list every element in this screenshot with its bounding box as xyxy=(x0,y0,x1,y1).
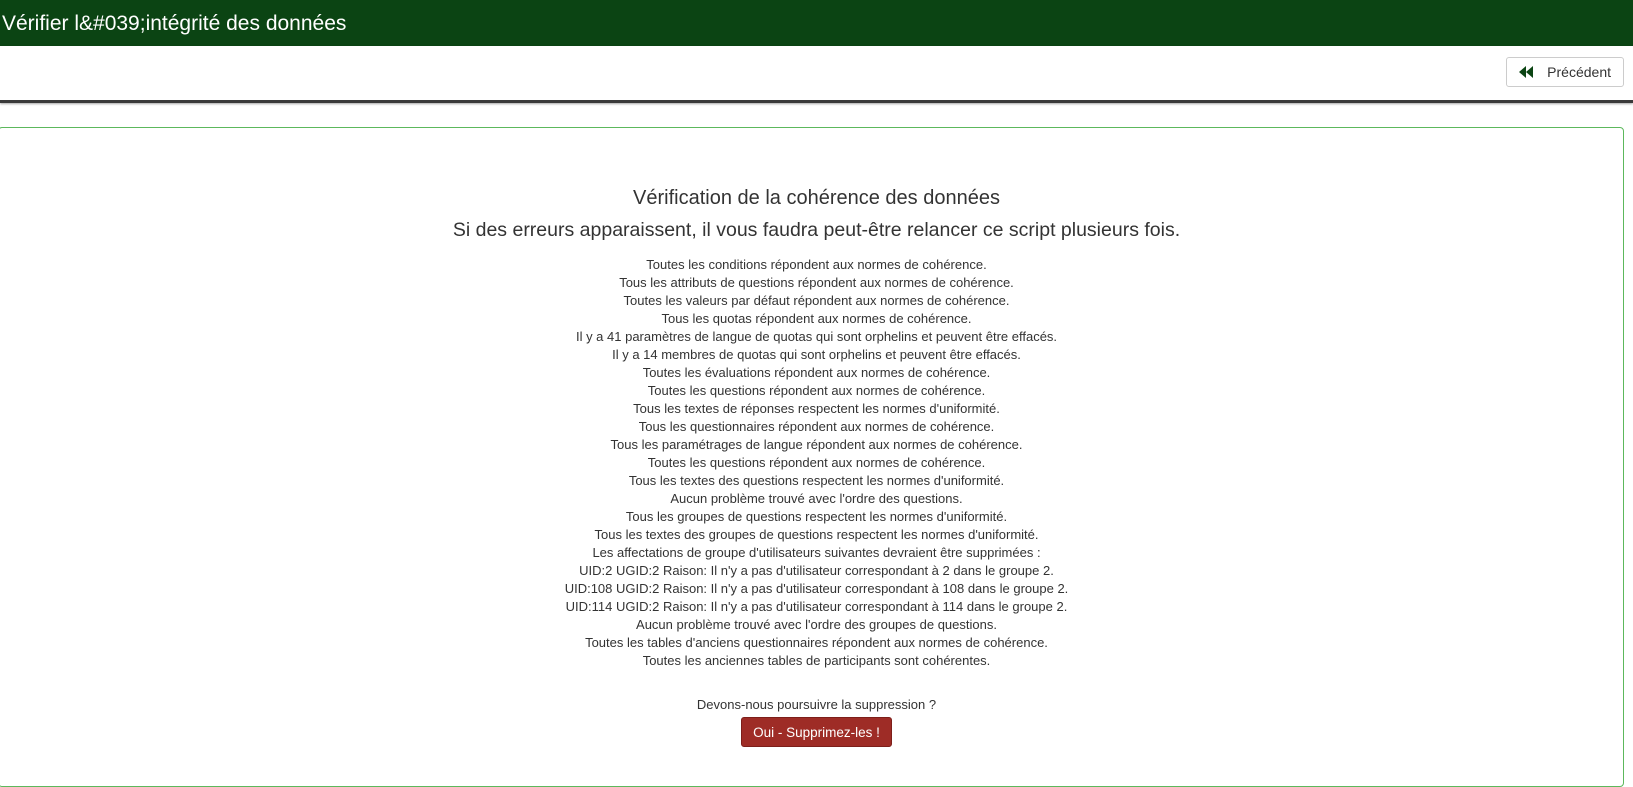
report-line: Tous les attributs de questions répondent aux normes de cohérence. xyxy=(619,275,1014,290)
report-line: Toutes les valeurs par défaut répondent aux normes de cohérence. xyxy=(623,293,1010,308)
report-line: Tous les quotas répondent aux normes de cohérence. xyxy=(661,311,972,326)
report-line: UID:108 UGID:2 Raison: Il n'y a pas d'utilisateur correspondant à 108 dans le groupe 2. xyxy=(564,581,1069,596)
top-bar xyxy=(0,0,1633,46)
report-line: Toutes les évaluations répondent aux normes de cohérence. xyxy=(642,365,991,380)
report-line: Toutes les questions répondent aux normes de cohérence. xyxy=(647,455,986,470)
toolbar xyxy=(0,46,1633,103)
report-subtitle: Si des erreurs apparaissent, il vous faudra peut-être relancer ce script plusieurs fois. xyxy=(452,219,1181,241)
report-title: Vérification de la cohérence des données xyxy=(633,187,1000,209)
report-line: Aucun problème trouvé avec l'ordre des groupes de questions. xyxy=(636,617,997,632)
report-line: Toutes les questions répondent aux normes de cohérence. xyxy=(647,383,986,398)
page-title: Vérifier l&#039;intégrité des données xyxy=(2,12,347,35)
report-line: Les affectations de groupe d'utilisateurs suivantes devraient être supprimées : xyxy=(592,545,1041,560)
integrity-report xyxy=(0,183,1633,747)
report-line: Tous les groupes de questions respectent les normes d'uniformité. xyxy=(625,509,1008,524)
report-line: Tous les textes des groupes de questions respectent les normes d'uniformité. xyxy=(594,527,1039,542)
report-line: Toutes les tables d'anciens questionnaires répondent aux normes de cohérence. xyxy=(585,635,1048,650)
report-line: Tous les textes de réponses respectent les normes d'uniformité. xyxy=(633,401,1000,416)
report-line: Tous les questionnaires répondent aux normes de cohérence. xyxy=(638,419,995,434)
report-line: UID:114 UGID:2 Raison: Il n'y a pas d'utilisateur correspondant à 114 dans le groupe 2. xyxy=(565,599,1068,614)
report-line: UID:2 UGID:2 Raison: Il n'y a pas d'utilisateur correspondant à 2 dans le groupe 2. xyxy=(579,563,1054,578)
report-line: Toutes les anciennes tables de participants sont cohérentes. xyxy=(642,653,991,668)
delete-question: Devons-nous poursuivre la suppression ? xyxy=(696,697,937,712)
report-line: Tous les paramétrages de langue répondent aux normes de cohérence. xyxy=(610,437,1023,452)
report-line: Tous les textes des questions respectent les normes d'uniformité. xyxy=(628,473,1005,488)
report-line: Aucun problème trouvé avec l'ordre des questions. xyxy=(670,491,963,506)
double-chevron-left-icon xyxy=(1519,65,1533,79)
report-line: Il y a 14 membres de quotas qui sont orphelins et peuvent être effacés. xyxy=(612,347,1021,362)
back-button-label: Précédent xyxy=(1547,64,1611,80)
report-lines xyxy=(0,256,1633,670)
delete-confirm-button[interactable]: Oui - Supprimez-les ! xyxy=(741,717,892,747)
report-line: Toutes les conditions répondent aux normes de cohérence. xyxy=(646,257,987,272)
back-button[interactable] xyxy=(1506,57,1624,87)
report-line: Il y a 41 paramètres de langue de quotas qui sont orphelins et peuvent être effacés. xyxy=(575,329,1058,344)
